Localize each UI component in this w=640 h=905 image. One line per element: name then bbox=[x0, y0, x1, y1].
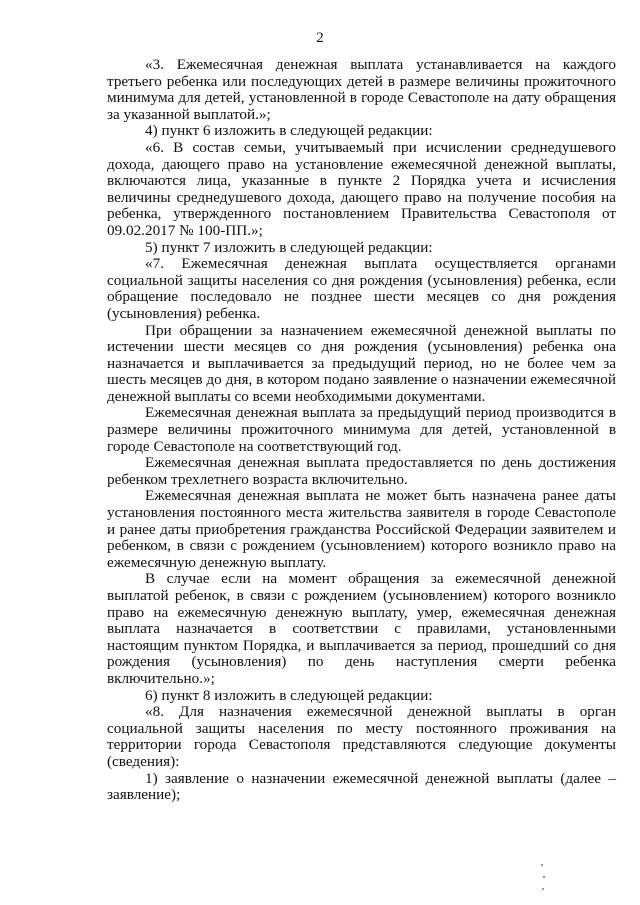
paragraph-clause-6: «6. В состав семьи, учитываемый при исчислении среднедушевого дохода, дающего право на установление ежемесячной денежной выплаты, включаются лица, указанные в пункте 2 Порядка учета и исчисления величины среднедушевого дохода, дающего право на получение пособия на ребенка, утвержденного постановлением Правительства Севастополя от 09.02.2017 № 100-ПП.»; bbox=[107, 138, 616, 239]
paragraph-clause-8: «8. Для назначения ежемесячной денежной выплаты в орган социальной защиты населения по месту постоянного проживания на территории города Севастополя представляются следующие документы (сведения): bbox=[107, 703, 616, 770]
paragraph-clause-7-child-death: В случае если на момент обращения за ежемесячной денежной выплатой ребенок, в связи с рождением (усыновлением) которого возникло право на ежемесячную денежную выплату, умер, ежемесячная денежная выплата назначается в соответствии с правилами, установленными настоящим пунктом Порядка, и выплачивается за период, прошедший со дня рождения (усыновления) по день наступления смерти ребенка включительно.»; bbox=[107, 570, 616, 687]
paragraph-item-6: 6) пункт 8 изложить в следующей редакции: bbox=[145, 686, 433, 704]
paragraph-clause-7-late-application: При обращении за назначением ежемесячной денежной выплаты по истечении шести месяцев со дня рождения (усыновления) ребенка она назначается и выплачивается за предыдущий период, но не более чем за шесть месяцев до дня, в котором подано заявление о назначении ежемесячной денежной выплаты со всеми необходимыми документами. bbox=[107, 321, 616, 405]
paragraph-clause-7: «7. Ежемесячная денежная выплата осуществляется органами социальной защиты населения со дня рождения (усыновления) ребенка, если обращение последовало не позднее шести месяцев со дня рождения (усыновления) ребенка. bbox=[107, 255, 616, 322]
paragraph-clause-7-previous-period: Ежемесячная денежная выплата за предыдущий период производится в размере величины прожиточного минимума для детей, установленной в городе Севастополе на соответствующий год. bbox=[107, 404, 616, 455]
paragraph-clause-7-age-limit: Ежемесячная денежная выплата предоставляется по день достижения ребенком трехлетнего возраста включительно. bbox=[107, 454, 616, 488]
paragraph-clause-8-item-1: 1) заявление о назначении ежемесячной денежной выплаты (далее – заявление); bbox=[107, 769, 616, 804]
scan-speck bbox=[542, 888, 544, 890]
scan-speck bbox=[541, 864, 543, 866]
paragraph-item-4: 4) пункт 6 изложить в следующей редакции: bbox=[145, 122, 433, 140]
page-number: 2 bbox=[316, 30, 324, 46]
paragraph-item-5: 5) пункт 7 изложить в следующей редакции: bbox=[145, 238, 433, 256]
document-body bbox=[107, 57, 616, 804]
paragraph-clause-7-start-date: Ежемесячная денежная выплата не может быть назначена ранее даты установления постоянного места жительства заявителя в городе Севастополе и ранее даты приобретения гражданства Российской Федерации заявителем и ребенком, в связи с рождением (усыновлением) которого возникло право на ежемесячную денежную выплату. bbox=[107, 487, 616, 571]
paragraph-clause-3: «3. Ежемесячная денежная выплата устанавливается на каждого третьего ребенка или последующих детей в размере величины прожиточного минимума для детей, установленной в городе Севастополе на дату обращения за указанной выплатой.»; bbox=[107, 56, 616, 123]
scan-speck bbox=[543, 876, 545, 878]
